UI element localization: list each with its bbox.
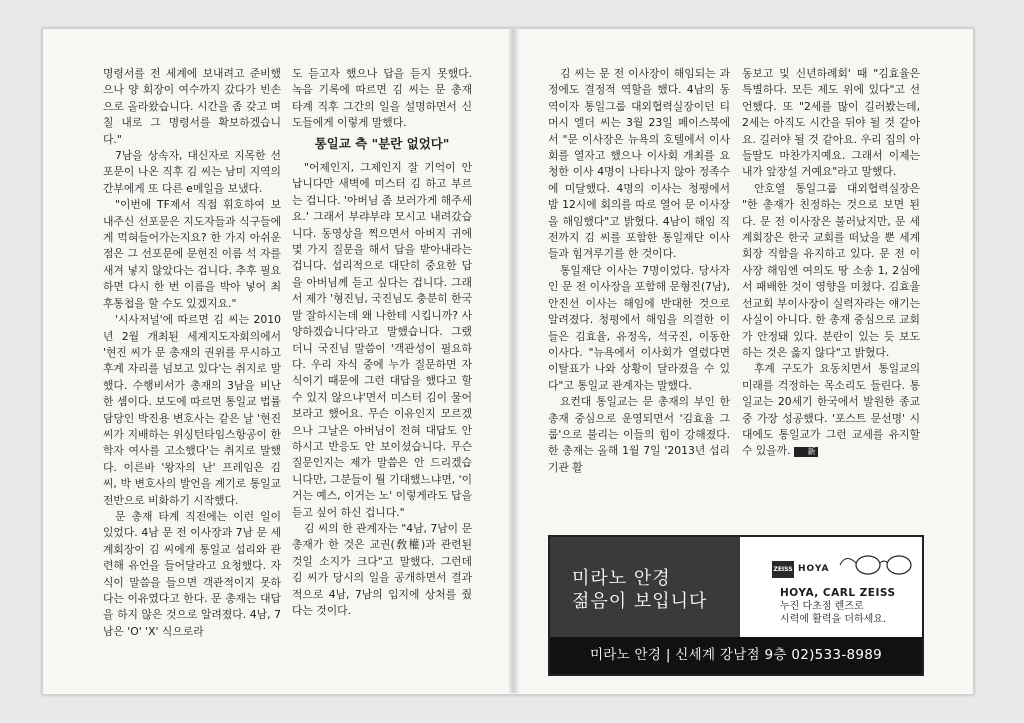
paragraph xyxy=(742,361,920,459)
paragraph: 동보고 및 신년하례회' 때 "김효율은 특별하다. 모든 제도 위에 있다"고 선언했다. 또 "2세를 많이 길러봤는데, 2세는 아직도 시간을 뒤야 될 것 같아요. 길러야 될 것 같아요. 우리 집의 아들딸도 마찬가지예요. 그래서 이제는 내가 앞장설 거예요"라고 말했다. xyxy=(742,67,920,179)
hoya-logo: HOYA xyxy=(798,564,830,574)
ad-title-line: 미라노 안경 xyxy=(572,568,671,589)
glasses-icon xyxy=(838,549,914,581)
ad-contact-bar: 미라노 안경 | 신세계 강남점 9층 02)533-8989 xyxy=(550,637,922,674)
end-mark: 新 xyxy=(794,447,818,457)
ad-title xyxy=(572,567,707,613)
paragraph-text: 후계 구도가 요동치면서 통일교의 미래를 걱정하는 목소리도 들린다. 통일교는 20세기 한국에서 발원한 종교 중 가장 성공했다. '포스트 문선명' 시대에도 통일교가 그런 교세를 유지할 수 있을까. xyxy=(742,362,920,458)
paragraph: 김 씨의 한 관계자는 "4남, 7남이 문 총재가 한 것은 교권(敎權)과 관련된 것일 소지가 크다"고 말했다. 그런데 김 씨가 당시의 일을 공개하면서 결과적으로 4남, 7남의 입지에 상처를 줬다는 것이다. xyxy=(292,521,472,617)
ad-brand-text: HOYA, CARL ZEISS xyxy=(780,587,896,599)
ad-desc-line: 시력에 활력을 더하세요. xyxy=(780,614,887,625)
paragraph: 명령서를 전 세계에 보내려고 준비했으나 양 회장이 여수까지 갔다가 빈손으로 올라왔습니다. 시간을 좀 갖고 며칠 내로 그 명령서를 확보하겠습니다." xyxy=(103,67,281,146)
right-column-1 xyxy=(548,66,730,476)
right-column-2 xyxy=(742,66,920,460)
ad-desc-line: 누진 다초점 렌즈로 xyxy=(780,601,864,612)
paragraph: "이번에 TF제서 직접 휘호하여 보내주신 선포문은 지도자들과 식구들에게 먹혀들어가는지요? 한 가지 아쉬운 점은 그 선포문에 문현진 이름 석 자를 새겨 넣지 않았다는 겁니다. 추후 필요하면 다시 한 번 이름을 박아 넣어 최후통첩을 할 수도 있겠지요." xyxy=(103,198,281,310)
left-column-2 xyxy=(292,66,472,619)
subheading: 통일교 측 "분란 없었다" xyxy=(314,135,450,151)
paragraph: 김 씨는 문 전 이사장이 해임되는 과정에도 결정적 역할을 했다. 4남의 동역이자 통일그룹 대외협력실장이던 티머시 엘더 씨는 3월 23일 페이스북에서 "문 이사장은 뉴욕의 호텔에서 이사회를 열자고 했으나 이사회 개최를 요청한 이사 4명이 나타나지 않아 정족수에 미달했다. 4명의 이사는 청평에서 밤 12시에 회의를 따로 열어 문 이사장을 해임했다"고 밝혔다. 4남이 해임 직전까지 김 씨를 포함한 통일재단 이사들과 힘겨루기를 한 것이다. xyxy=(548,67,730,261)
ad-description xyxy=(780,600,886,626)
advertisement[interactable] xyxy=(548,535,924,676)
paragraph: 안호열 통일그룹 대외협력실장은 "한 총재가 친정하는 것으로 보면 된다. 문 전 이사장은 불러났지만, 문 세계회장은 한국 교회를 떠났을 뿐 세계회장 직함을 유지하고 있다. 문 전 이사장 해임엔 여의도 땅 소송 1, 2심에서 패배한 것이 영향을 미쳤다. 김효율 선교회 부이사장이 실력자라는 얘기는 사실이 아니다. 한 총재 중심으로 교회가 안정돼 있다. 분란이 있는 듯 보도하는 것은 옳지 않다"고 밝혔다. xyxy=(742,181,920,359)
paragraph: 도 듣고자 했으나 답을 듣지 못했다. 녹음 기록에 따르면 김 씨는 문 총재 타계 직후 그간의 일을 설명하면서 신도들에게 이렇게 말했다. xyxy=(292,67,472,130)
ad-title-panel xyxy=(550,537,740,637)
page-spine xyxy=(509,28,519,693)
paragraph: '시사저널'에 따르면 김 씨는 2010년 2월 개최된 세계지도자회의에서 '현진 씨가 문 총재의 권위를 무시하고 후계 자리를 넘보고 있다'는 취지로 말했다. 수행비서가 총재의 3남을 비난한 셈이다. 보도에 따르면 통일교 법률담당인 박진용 변호사는 같은 날 '현진 씨가 지배하는 위싱턴타임스항공이 한학자 여사를 고소했다'는 취지로 말했다. 이른바 '왕자의 난' 프레임은 김 씨, 박 변호사의 발언을 계기로 통일교 전반으로 비화하기 시작했다. xyxy=(103,313,281,507)
paragraph: 통일재단 이사는 7명이었다. 당사자인 문 전 이사장을 포함해 문형진(7남), 안진선 이사는 해임에 반대한 것으로 알려졌다. 청평에서 해임을 의결한 이들은 김효율, 유정옥, 석국진, 이동한 이사다. "뉴욕에서 이사회가 열렸다면 이탈표가 나와 상황이 달라졌을 수 있다"고 통일교 관계자는 말했다. xyxy=(548,263,730,392)
paragraph: "어제인지, 그제인지 잘 기억이 안 납니다만 새벽에 미스터 김 하고 부르는 겁니다. '아버님 좀 보러가게 해주세요.' 그래서 부랴부랴 모시고 내려갔습니다. 동영상을 찍으면서 아버지 귀에 몇 가지 질문을 해서 답을 받아내라는 겁니다. 섭리적으로 대단히 중요한 답을 아버님께 듣고 싶다는 겁니다. 그래서 제가 '형진님, 국진님도 충분히 한국말 잘하시는데 왜 나한테 시킵니까? 사양하겠습니다'라고 말했습니다. 그랬더니 국진님 말씀이 '객관성이 필요하다. 우리 자식 중에 누가 질문하면 자식이기 때문에 그런 대답을 했다고 할 수 있지 않으냐'면서 미스터 김이 물어보라고 했어요. 무슨 이유인지 모르겠으나 그날은 아버님이 전혀 대답도 안 하시고 반응도 안 보이셨습니다. 무슨 질문인지는 제가 말씀은 안 드리겠습니다만, 그분들이 뭘 기대했느냐면, '이거는 예스, 이거는 노' 이렇게라도 답을 듣고 싶어 하신 겁니다." xyxy=(292,161,473,519)
ad-brand-panel xyxy=(740,537,922,637)
paragraph: 문 총재 타계 직전에는 이런 일이 있었다. 4남 문 전 이사장과 7남 문 세계회장이 김 씨에게 통일교 섭리와 관련해 유언을 들어달라고 요청했다. 자식이 말씀을 들으면 객관적이지 못하다는 이유였다고 한다. 문 총재는 대답을 하지 않은 것으로 알려졌다. 4남, 7남은 'O' 'X' 식으로라 xyxy=(103,509,281,638)
left-column-1 xyxy=(103,66,281,640)
paragraph: 7남을 상속자, 대신자로 지목한 선포문이 나온 직후 김 씨는 남미 지역의 간부에게 또 다른 e메일을 보냈다. xyxy=(103,149,281,195)
paragraph: 요컨대 통일교는 문 총재의 부인 한 총재 중심으로 운영되면서 '김효율 그룹'으로 불리는 이들의 힘이 강해졌다. 한 총재는 올해 1월 7일 '2013년 섭리기관 활 xyxy=(548,395,730,474)
ad-title-line: 젊음이 보입니다 xyxy=(572,591,708,612)
zeiss-logo: ZEISS xyxy=(772,561,794,578)
